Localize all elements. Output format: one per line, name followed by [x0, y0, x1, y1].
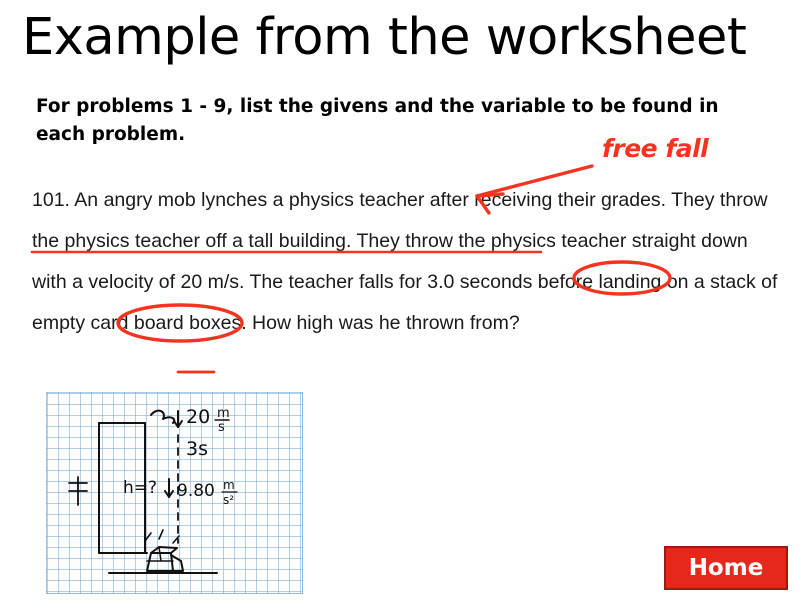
page-title: Example from the worksheet	[22, 8, 747, 67]
home-button-label: Home	[688, 555, 764, 581]
home-button[interactable]	[664, 546, 788, 590]
svg-text:9.80: 9.80	[177, 481, 215, 501]
svg-text:s: s	[218, 420, 225, 435]
hand-drawn-sketch	[46, 392, 303, 594]
svg-text:3s: 3s	[186, 438, 208, 460]
svg-text:h=?: h=?	[123, 478, 158, 498]
svg-text:m: m	[223, 478, 235, 492]
svg-text:s²: s²	[223, 493, 235, 507]
problem-statement: 101. An angry mob lynches a physics teacher after receiving their grades. They throw the physics teacher off a tall building. They throw the physics teacher straight down with a velocity of 20 m/s. The teacher falls for 3.0 seconds before landing on a stack of empty card board boxes. How high was he thrown from?	[32, 189, 778, 334]
svg-text:m: m	[217, 406, 230, 421]
free-fall-annotation-label: free fall	[602, 134, 709, 163]
instructions-text: For problems 1 - 9, list the givens and the variable to be found in each problem.	[36, 96, 719, 145]
svg-text:20: 20	[186, 406, 211, 428]
